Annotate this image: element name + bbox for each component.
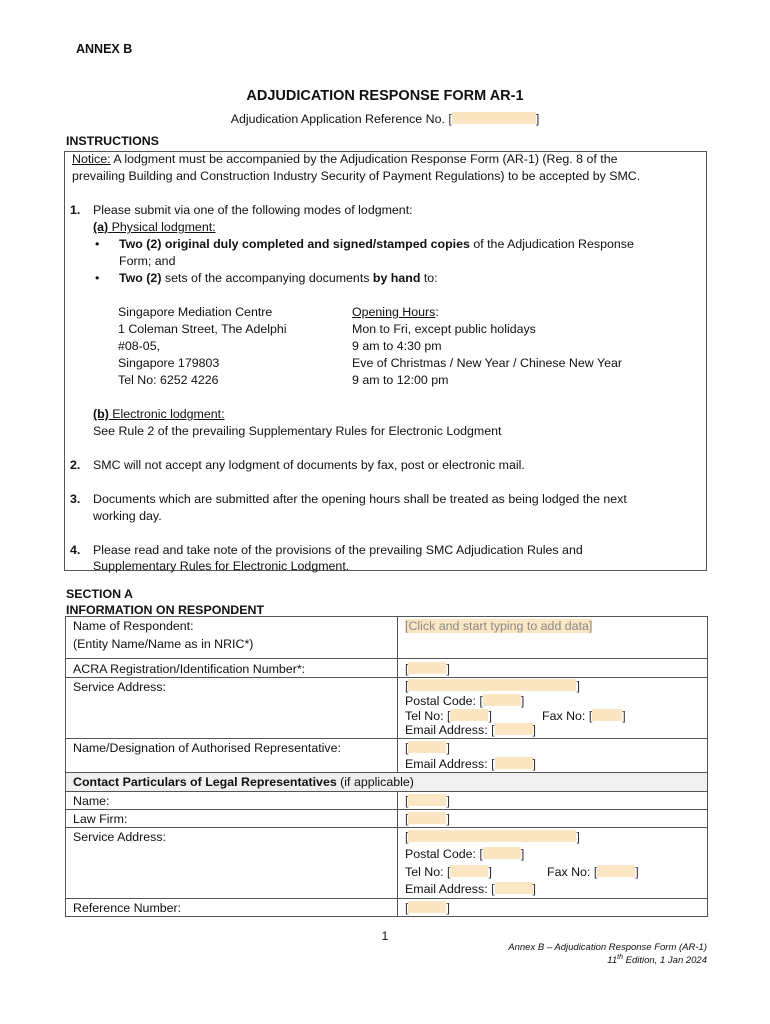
reference-number-field[interactable] <box>398 899 708 917</box>
reference-label: Adjudication Application Reference No. <box>230 112 445 126</box>
legal-service-address-input[interactable]: [ ] <box>405 830 580 845</box>
acra-field[interactable] <box>398 659 708 678</box>
address-line: #08-05, <box>118 339 161 353</box>
table-row <box>66 659 708 678</box>
postal-code-row <box>405 694 700 709</box>
hours-line: 9 am to 12:00 pm <box>352 373 449 387</box>
item-4-number: 4. <box>70 543 81 557</box>
bullet-2-bold-2: by hand <box>372 271 421 285</box>
auth-rep-email-input[interactable]: [ ] <box>491 757 536 772</box>
postal-code-label: Postal Code: <box>405 693 476 708</box>
auth-rep-email-row <box>405 756 700 772</box>
table-row <box>66 810 708 828</box>
fax-label: Fax No: <box>542 708 586 723</box>
bullet-2-mid: sets of the accompanying documents <box>161 271 373 285</box>
opening-hours-label: Opening Hours <box>352 305 436 319</box>
legal-tel-group <box>405 864 547 881</box>
tel-label: Tel No: <box>405 708 444 723</box>
fax-input[interactable]: [ ] <box>588 708 626 723</box>
reference-line <box>0 112 770 126</box>
item-2-number: 2. <box>70 458 81 472</box>
email-label: Email Address: <box>405 723 488 738</box>
legal-service-address-label-cell <box>66 828 398 899</box>
footer-title: Annex B – Adjudication Response Form (AR-1) <box>508 942 707 953</box>
page-number: 1 <box>381 929 389 943</box>
table-row <box>66 899 708 917</box>
bullet-1-line-1 <box>119 237 634 251</box>
law-firm-field[interactable] <box>398 810 708 828</box>
instructions-heading: INSTRUCTIONS <box>66 134 159 148</box>
acra-label-cell <box>66 659 398 678</box>
legal-fax-label: Fax No: <box>547 864 591 879</box>
law-firm-label: Law Firm: <box>73 812 128 827</box>
auth-rep-fields <box>398 739 708 773</box>
respondent-table <box>65 616 708 917</box>
legal-email-input[interactable]: [ ] <box>491 881 536 896</box>
section-a-heading: INFORMATION ON RESPONDENT <box>66 603 265 617</box>
annex-label: ANNEX B <box>76 42 133 56</box>
hours-line: Eve of Christmas / New Year / Chinese New Year <box>352 356 622 370</box>
respondent-name-placeholder[interactable]: [Click and start typing to add data] <box>405 619 593 633</box>
auth-rep-input[interactable]: [ ] <box>405 741 450 756</box>
acra-input[interactable]: [ ] <box>405 662 450 676</box>
physical-text: Physical lodgment: <box>108 220 216 234</box>
service-address-input[interactable]: [ ] <box>405 679 580 693</box>
edition-suffix: th <box>617 954 624 961</box>
item-1-text: Please submit via one of the following modes of lodgment: <box>93 203 413 217</box>
hours-line: 9 am to 4:30 pm <box>352 339 442 353</box>
item-4-line-2: Supplementary Rules for Electronic Lodgment. <box>93 559 350 573</box>
notice-text: A lodgment must be accompanied by the Adjudication Response Form (AR-1) (Reg. 8 of the <box>110 152 618 166</box>
electronic-label: (b) <box>93 407 109 421</box>
reference-number-label-cell <box>66 899 398 917</box>
table-row <box>66 773 708 792</box>
edition-number: 11 <box>607 955 618 967</box>
bullet-2-end: to: <box>420 271 438 285</box>
item-3-number: 3. <box>70 492 81 506</box>
section-a-label: SECTION A <box>66 587 134 601</box>
table-row <box>66 678 708 739</box>
physical-lodgment-heading <box>93 220 216 234</box>
legal-tel-label: Tel No: <box>405 864 444 879</box>
item-2-text: SMC will not accept any lodgment of documents by fax, post or electronic mail. <box>93 458 525 472</box>
item-3-line-1: Documents which are submitted after the opening hours shall be treated as being lodged the next <box>93 492 627 506</box>
email-input[interactable]: [ ] <box>491 723 536 738</box>
bullet-icon: • <box>95 271 100 285</box>
legal-tel-input[interactable]: [ ] <box>447 864 492 879</box>
reference-number-input[interactable]: [ ] <box>405 901 450 915</box>
opening-hours-heading <box>352 305 439 319</box>
instructions-box <box>64 151 707 571</box>
notice-line-1 <box>72 152 618 166</box>
respondent-name-field[interactable] <box>398 617 708 659</box>
table-row <box>66 739 708 773</box>
notice-line-2: prevailing Building and Construction Industry Security of Payment Regulations) to be accepted by SMC. <box>72 169 641 183</box>
legal-email-row <box>405 881 700 898</box>
respondent-name-label-cell <box>66 617 398 659</box>
address-line: Tel No: 6252 4226 <box>118 373 219 387</box>
item-3-line-2: working day. <box>93 509 162 523</box>
opening-hours-colon: : <box>435 305 439 319</box>
address-line: 1 Coleman Street, The Adelphi <box>118 322 287 336</box>
table-row <box>66 828 708 899</box>
legal-name-label-cell <box>66 792 398 810</box>
legal-name-label: Name: <box>73 794 110 809</box>
bullet-1-line-2: Form; and <box>119 254 176 268</box>
address-line: Singapore Mediation Centre <box>118 305 273 319</box>
auth-rep-label-cell <box>66 739 398 773</box>
auth-rep-label: Name/Designation of Authorised Representative: <box>73 741 341 756</box>
acra-label: ACRA Registration/Identification Number*: <box>73 662 306 676</box>
legal-postal-code-label: Postal Code: <box>405 847 476 862</box>
item-1-number: 1. <box>70 203 81 217</box>
reference-number-label: Reference Number: <box>73 901 182 915</box>
item-4-line-1: Please read and take note of the provisions of the prevailing SMC Adjudication Rules and <box>93 543 583 557</box>
legal-tel-fax-row <box>405 864 700 881</box>
reference-field[interactable]: [ ] <box>448 112 540 126</box>
legal-postal-code-input[interactable]: [ ] <box>479 847 525 862</box>
electronic-lodgment-heading <box>93 407 225 421</box>
tel-input[interactable]: [ ] <box>447 708 492 723</box>
legal-service-address-label: Service Address: <box>73 830 166 845</box>
legal-rep-heading-cell <box>66 773 708 792</box>
edition-text: Edition, 1 Jan 2024 <box>623 955 707 967</box>
legal-rep-note: (if applicable) <box>336 775 414 790</box>
table-row <box>66 792 708 810</box>
email-row <box>405 723 700 738</box>
notice-label: Notice: <box>72 152 111 166</box>
legal-email-label: Email Address: <box>405 881 488 896</box>
law-firm-label-cell <box>66 810 398 828</box>
physical-label: (a) <box>93 220 109 234</box>
bullet-1-bold: Two (2) original duly completed and signed/stamped copies <box>119 237 470 251</box>
legal-service-address-fields <box>398 828 708 899</box>
law-firm-input[interactable]: [ ] <box>405 812 450 827</box>
footer-edition <box>607 954 707 966</box>
tel-group <box>405 709 542 724</box>
form-title: ADJUDICATION RESPONSE FORM AR-1 <box>246 88 524 104</box>
legal-rep-heading: Contact Particulars of Legal Representatives <box>73 775 337 790</box>
electronic-text: Electronic lodgment: <box>108 407 225 421</box>
hours-line: Mon to Fri, except public holidays <box>352 322 536 336</box>
service-address-label-cell <box>66 678 398 739</box>
bullet-1-rest: of the Adjudication Response <box>469 237 634 251</box>
auth-rep-email-label: Email Address: <box>405 757 488 772</box>
bullet-2-bold-1: Two (2) <box>119 271 162 285</box>
service-address-fields <box>398 678 708 739</box>
legal-name-input[interactable]: [ ] <box>405 794 450 809</box>
legal-fax-input[interactable]: [ ] <box>593 864 639 879</box>
postal-code-input[interactable]: [ ] <box>479 693 525 708</box>
service-address-label: Service Address: <box>73 680 166 694</box>
bullet-2 <box>119 271 438 285</box>
respondent-name-label: Name of Respondent: <box>73 619 194 633</box>
tel-fax-row <box>405 709 700 724</box>
respondent-name-sublabel: (Entity Name/Name as in NRIC*) <box>73 637 254 651</box>
legal-postal-code-row <box>405 846 700 863</box>
address-line: Singapore 179803 <box>118 356 220 370</box>
table-row <box>66 617 708 659</box>
bullet-icon: • <box>95 237 100 251</box>
electronic-rule-text: See Rule 2 of the prevailing Supplementary Rules for Electronic Lodgment <box>93 424 502 438</box>
legal-name-field[interactable] <box>398 792 708 810</box>
